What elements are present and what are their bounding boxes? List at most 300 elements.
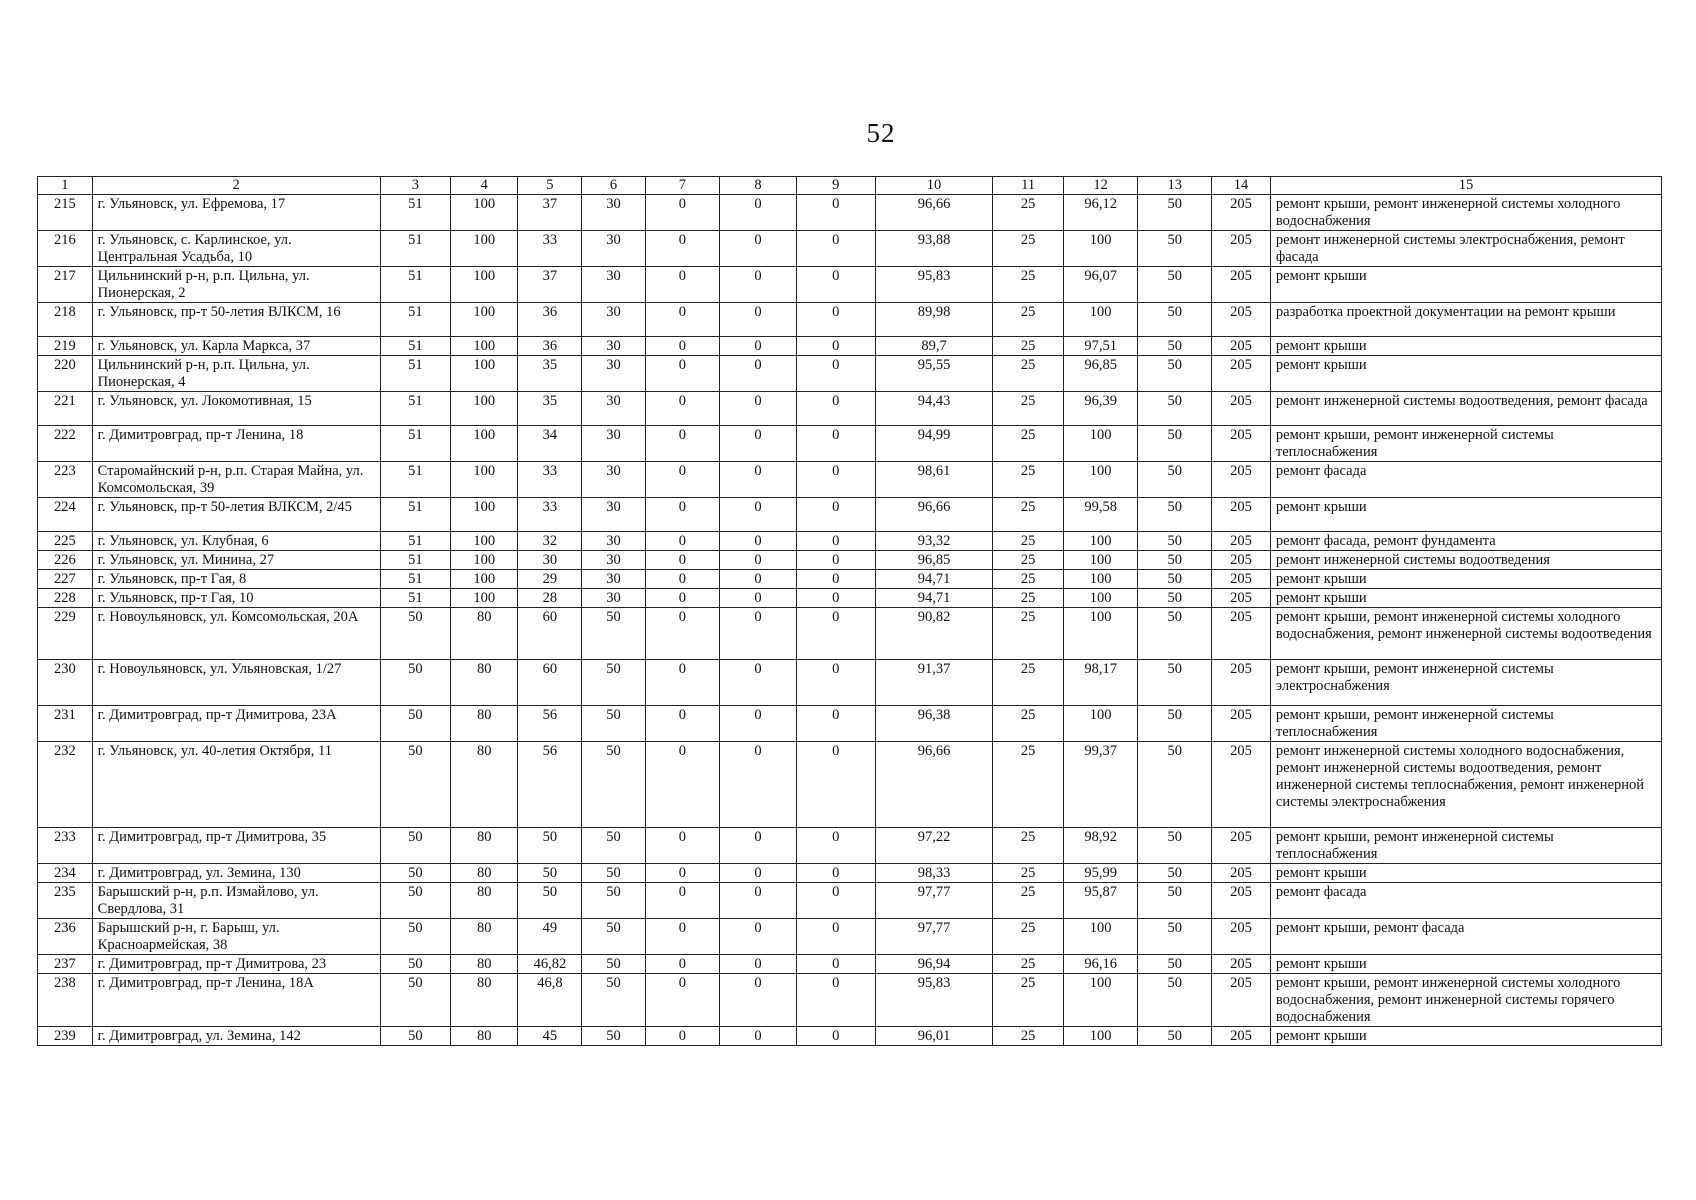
address: г. Димитровград, пр-т Ленина, 18А (92, 974, 380, 1027)
planned-works: ремонт крыши (1270, 570, 1661, 589)
col-12-value: 100 (1063, 706, 1138, 742)
col-14-value: 205 (1212, 498, 1271, 532)
col-7-value: 0 (645, 267, 720, 303)
col-4-value: 80 (451, 742, 518, 828)
col-7-value: 0 (645, 706, 720, 742)
col-9-value: 0 (796, 392, 875, 426)
col-6-value: 50 (582, 706, 645, 742)
col-10-value: 91,37 (875, 660, 993, 706)
col-3-value: 50 (380, 955, 450, 974)
col-9-value: 0 (796, 974, 875, 1027)
row-number: 235 (38, 883, 93, 919)
col-13-value: 50 (1138, 551, 1212, 570)
col-13-value: 50 (1138, 955, 1212, 974)
address: г. Димитровград, пр-т Димитрова, 35 (92, 828, 380, 864)
col-3-value: 50 (380, 1027, 450, 1046)
col-7-value: 0 (645, 231, 720, 267)
column-header: 2 (92, 177, 380, 195)
col-8-value: 0 (720, 706, 797, 742)
col-13-value: 50 (1138, 303, 1212, 337)
col-14-value: 205 (1212, 589, 1271, 608)
address: г. Димитровград, ул. Земина, 130 (92, 864, 380, 883)
col-10-value: 94,71 (875, 589, 993, 608)
col-9-value: 0 (796, 919, 875, 955)
col-6-value: 30 (582, 267, 645, 303)
col-11-value: 25 (993, 919, 1063, 955)
table-row (38, 551, 1662, 570)
col-14-value: 205 (1212, 1027, 1271, 1046)
col-4-value: 80 (451, 919, 518, 955)
col-5-value: 49 (518, 919, 582, 955)
col-3-value: 51 (380, 267, 450, 303)
table-row (38, 303, 1662, 337)
col-10-value: 98,33 (875, 864, 993, 883)
col-12-value: 99,58 (1063, 498, 1138, 532)
col-6-value: 50 (582, 660, 645, 706)
planned-works: ремонт крыши, ремонт инженерной системы холодного водоснабжения, ремонт инженерной системы горячего водоснабжения (1270, 974, 1661, 1027)
col-5-value: 33 (518, 498, 582, 532)
col-8-value: 0 (720, 392, 797, 426)
row-number: 234 (38, 864, 93, 883)
col-14-value: 205 (1212, 337, 1271, 356)
col-11-value: 25 (993, 608, 1063, 660)
col-11-value: 25 (993, 426, 1063, 462)
col-6-value: 30 (582, 532, 645, 551)
col-7-value: 0 (645, 883, 720, 919)
col-7-value: 0 (645, 498, 720, 532)
row-number: 218 (38, 303, 93, 337)
col-14-value: 205 (1212, 195, 1271, 231)
col-12-value: 100 (1063, 462, 1138, 498)
planned-works: ремонт инженерной системы электроснабжения, ремонт фасада (1270, 231, 1661, 267)
col-5-value: 36 (518, 303, 582, 337)
address: г. Ульяновск, ул. Клубная, 6 (92, 532, 380, 551)
col-6-value: 50 (582, 974, 645, 1027)
column-header: 12 (1063, 177, 1138, 195)
col-12-value: 97,51 (1063, 337, 1138, 356)
col-4-value: 100 (451, 337, 518, 356)
col-5-value: 37 (518, 267, 582, 303)
col-12-value: 100 (1063, 231, 1138, 267)
col-11-value: 25 (993, 660, 1063, 706)
col-4-value: 100 (451, 532, 518, 551)
col-13-value: 50 (1138, 498, 1212, 532)
col-10-value: 96,94 (875, 955, 993, 974)
col-5-value: 45 (518, 1027, 582, 1046)
col-5-value: 33 (518, 231, 582, 267)
col-14-value: 205 (1212, 303, 1271, 337)
col-13-value: 50 (1138, 919, 1212, 955)
col-3-value: 50 (380, 706, 450, 742)
row-number: 221 (38, 392, 93, 426)
row-number: 219 (38, 337, 93, 356)
col-8-value: 0 (720, 337, 797, 356)
col-11-value: 25 (993, 267, 1063, 303)
col-11-value: 25 (993, 955, 1063, 974)
col-10-value: 94,99 (875, 426, 993, 462)
planned-works: ремонт крыши, ремонт инженерной системы теплоснабжения (1270, 828, 1661, 864)
row-number: 226 (38, 551, 93, 570)
col-8-value: 0 (720, 498, 797, 532)
col-5-value: 32 (518, 532, 582, 551)
col-4-value: 80 (451, 864, 518, 883)
col-9-value: 0 (796, 532, 875, 551)
planned-works: ремонт крыши (1270, 955, 1661, 974)
col-8-value: 0 (720, 551, 797, 570)
row-number: 232 (38, 742, 93, 828)
col-10-value: 96,38 (875, 706, 993, 742)
col-12-value: 100 (1063, 551, 1138, 570)
col-7-value: 0 (645, 742, 720, 828)
row-number: 231 (38, 706, 93, 742)
planned-works: ремонт крыши, ремонт инженерной системы холодного водоснабжения (1270, 195, 1661, 231)
col-6-value: 30 (582, 337, 645, 356)
table-row (38, 608, 1662, 660)
col-7-value: 0 (645, 303, 720, 337)
col-3-value: 50 (380, 742, 450, 828)
address: г. Новоульяновск, ул. Комсомольская, 20А (92, 608, 380, 660)
col-3-value: 50 (380, 828, 450, 864)
row-number: 227 (38, 570, 93, 589)
col-3-value: 51 (380, 392, 450, 426)
col-14-value: 205 (1212, 356, 1271, 392)
col-8-value: 0 (720, 955, 797, 974)
col-9-value: 0 (796, 828, 875, 864)
col-10-value: 97,77 (875, 919, 993, 955)
col-8-value: 0 (720, 231, 797, 267)
col-13-value: 50 (1138, 706, 1212, 742)
col-12-value: 95,99 (1063, 864, 1138, 883)
col-3-value: 51 (380, 589, 450, 608)
col-13-value: 50 (1138, 532, 1212, 551)
col-8-value: 0 (720, 864, 797, 883)
col-7-value: 0 (645, 660, 720, 706)
col-12-value: 100 (1063, 532, 1138, 551)
col-8-value: 0 (720, 303, 797, 337)
col-12-value: 100 (1063, 570, 1138, 589)
column-header: 14 (1212, 177, 1271, 195)
col-12-value: 100 (1063, 589, 1138, 608)
address: Барышский р-н, г. Барыш, ул. Красноармейская, 38 (92, 919, 380, 955)
col-10-value: 96,66 (875, 498, 993, 532)
planned-works: ремонт инженерной системы водоотведения, ремонт фасада (1270, 392, 1661, 426)
planned-works: ремонт крыши (1270, 864, 1661, 883)
col-6-value: 50 (582, 742, 645, 828)
table-row (38, 337, 1662, 356)
header-row (38, 177, 1662, 195)
col-8-value: 0 (720, 267, 797, 303)
row-number: 222 (38, 426, 93, 462)
col-14-value: 205 (1212, 532, 1271, 551)
col-13-value: 50 (1138, 589, 1212, 608)
col-9-value: 0 (796, 498, 875, 532)
col-6-value: 30 (582, 589, 645, 608)
col-8-value: 0 (720, 660, 797, 706)
col-3-value: 50 (380, 919, 450, 955)
planned-works: ремонт крыши (1270, 337, 1661, 356)
col-6-value: 50 (582, 1027, 645, 1046)
planned-works: ремонт фасада, ремонт фундамента (1270, 532, 1661, 551)
col-8-value: 0 (720, 426, 797, 462)
col-9-value: 0 (796, 356, 875, 392)
col-11-value: 25 (993, 356, 1063, 392)
col-7-value: 0 (645, 570, 720, 589)
col-14-value: 205 (1212, 706, 1271, 742)
col-14-value: 205 (1212, 551, 1271, 570)
col-4-value: 80 (451, 828, 518, 864)
col-5-value: 56 (518, 706, 582, 742)
col-10-value: 97,22 (875, 828, 993, 864)
col-8-value: 0 (720, 195, 797, 231)
col-3-value: 51 (380, 570, 450, 589)
table-row (38, 589, 1662, 608)
col-4-value: 80 (451, 608, 518, 660)
table-row (38, 392, 1662, 426)
col-12-value: 95,87 (1063, 883, 1138, 919)
col-13-value: 50 (1138, 1027, 1212, 1046)
col-9-value: 0 (796, 1027, 875, 1046)
column-header: 1 (38, 177, 93, 195)
table-row (38, 742, 1662, 828)
row-number: 216 (38, 231, 93, 267)
col-9-value: 0 (796, 303, 875, 337)
col-14-value: 205 (1212, 608, 1271, 660)
col-7-value: 0 (645, 551, 720, 570)
col-8-value: 0 (720, 570, 797, 589)
col-3-value: 50 (380, 974, 450, 1027)
col-6-value: 30 (582, 570, 645, 589)
planned-works: ремонт фасада (1270, 462, 1661, 498)
col-14-value: 205 (1212, 267, 1271, 303)
column-header: 3 (380, 177, 450, 195)
col-11-value: 25 (993, 864, 1063, 883)
col-8-value: 0 (720, 356, 797, 392)
address: г. Димитровград, пр-т Димитрова, 23А (92, 706, 380, 742)
col-11-value: 25 (993, 570, 1063, 589)
table-row (38, 498, 1662, 532)
col-5-value: 29 (518, 570, 582, 589)
row-number: 230 (38, 660, 93, 706)
row-number: 217 (38, 267, 93, 303)
col-3-value: 51 (380, 551, 450, 570)
col-7-value: 0 (645, 392, 720, 426)
col-5-value: 50 (518, 883, 582, 919)
col-14-value: 205 (1212, 231, 1271, 267)
col-5-value: 34 (518, 426, 582, 462)
col-5-value: 35 (518, 356, 582, 392)
col-5-value: 30 (518, 551, 582, 570)
table-row (38, 955, 1662, 974)
col-14-value: 205 (1212, 392, 1271, 426)
table-row (38, 864, 1662, 883)
table-body (38, 195, 1662, 1046)
col-3-value: 51 (380, 462, 450, 498)
col-12-value: 96,12 (1063, 195, 1138, 231)
address: Барышский р-н, р.п. Измайлово, ул. Свердлова, 31 (92, 883, 380, 919)
col-13-value: 50 (1138, 883, 1212, 919)
table-row (38, 356, 1662, 392)
col-8-value: 0 (720, 608, 797, 660)
page-number: 52 (866, 118, 896, 148)
col-10-value: 97,77 (875, 883, 993, 919)
col-8-value: 0 (720, 919, 797, 955)
col-3-value: 50 (380, 864, 450, 883)
col-8-value: 0 (720, 974, 797, 1027)
col-13-value: 50 (1138, 426, 1212, 462)
address: г. Димитровград, пр-т Ленина, 18 (92, 426, 380, 462)
col-4-value: 100 (451, 462, 518, 498)
col-8-value: 0 (720, 462, 797, 498)
col-11-value: 25 (993, 706, 1063, 742)
col-14-value: 205 (1212, 660, 1271, 706)
col-5-value: 60 (518, 608, 582, 660)
col-7-value: 0 (645, 974, 720, 1027)
col-3-value: 51 (380, 195, 450, 231)
col-12-value: 100 (1063, 974, 1138, 1027)
col-12-value: 98,92 (1063, 828, 1138, 864)
col-7-value: 0 (645, 864, 720, 883)
planned-works: ремонт крыши (1270, 267, 1661, 303)
col-11-value: 25 (993, 974, 1063, 1027)
col-5-value: 36 (518, 337, 582, 356)
col-10-value: 94,43 (875, 392, 993, 426)
col-3-value: 51 (380, 356, 450, 392)
col-12-value: 100 (1063, 426, 1138, 462)
col-7-value: 0 (645, 426, 720, 462)
col-6-value: 50 (582, 955, 645, 974)
col-5-value: 50 (518, 864, 582, 883)
col-4-value: 100 (451, 356, 518, 392)
col-9-value: 0 (796, 589, 875, 608)
col-11-value: 25 (993, 337, 1063, 356)
col-10-value: 96,66 (875, 742, 993, 828)
col-10-value: 95,55 (875, 356, 993, 392)
planned-works: ремонт фасада (1270, 883, 1661, 919)
col-6-value: 50 (582, 828, 645, 864)
col-7-value: 0 (645, 608, 720, 660)
column-header: 4 (451, 177, 518, 195)
col-13-value: 50 (1138, 337, 1212, 356)
col-6-value: 30 (582, 426, 645, 462)
col-3-value: 51 (380, 498, 450, 532)
col-14-value: 205 (1212, 462, 1271, 498)
row-number: 220 (38, 356, 93, 392)
row-number: 224 (38, 498, 93, 532)
col-4-value: 100 (451, 303, 518, 337)
row-number: 236 (38, 919, 93, 955)
planned-works: ремонт крыши (1270, 589, 1661, 608)
col-12-value: 99,37 (1063, 742, 1138, 828)
table-row (38, 828, 1662, 864)
col-12-value: 96,07 (1063, 267, 1138, 303)
row-number: 228 (38, 589, 93, 608)
col-3-value: 50 (380, 608, 450, 660)
col-13-value: 50 (1138, 195, 1212, 231)
col-7-value: 0 (645, 195, 720, 231)
address: г. Ульяновск, пр-т Гая, 8 (92, 570, 380, 589)
row-number: 223 (38, 462, 93, 498)
col-5-value: 50 (518, 828, 582, 864)
column-header: 7 (645, 177, 720, 195)
col-3-value: 51 (380, 426, 450, 462)
col-7-value: 0 (645, 462, 720, 498)
col-5-value: 46,8 (518, 974, 582, 1027)
row-number: 239 (38, 1027, 93, 1046)
col-11-value: 25 (993, 589, 1063, 608)
table-row (38, 532, 1662, 551)
col-6-value: 30 (582, 462, 645, 498)
col-9-value: 0 (796, 955, 875, 974)
table-row (38, 426, 1662, 462)
repair-register-table (37, 176, 1662, 1046)
column-header: 10 (875, 177, 993, 195)
col-10-value: 95,83 (875, 974, 993, 1027)
col-4-value: 100 (451, 551, 518, 570)
row-number: 229 (38, 608, 93, 660)
address: г. Ульяновск, ул. 40-летия Октября, 11 (92, 742, 380, 828)
col-7-value: 0 (645, 1027, 720, 1046)
col-8-value: 0 (720, 883, 797, 919)
col-3-value: 51 (380, 337, 450, 356)
col-13-value: 50 (1138, 570, 1212, 589)
col-14-value: 205 (1212, 883, 1271, 919)
col-9-value: 0 (796, 195, 875, 231)
col-13-value: 50 (1138, 864, 1212, 883)
col-8-value: 0 (720, 589, 797, 608)
column-header: 6 (582, 177, 645, 195)
address: г. Димитровград, пр-т Димитрова, 23 (92, 955, 380, 974)
table-row (38, 919, 1662, 955)
address: Цильнинский р-н, р.п. Цильна, ул. Пионерская, 2 (92, 267, 380, 303)
col-4-value: 80 (451, 955, 518, 974)
col-13-value: 50 (1138, 462, 1212, 498)
col-7-value: 0 (645, 337, 720, 356)
col-9-value: 0 (796, 337, 875, 356)
address: г. Димитровград, ул. Земина, 142 (92, 1027, 380, 1046)
col-6-value: 30 (582, 392, 645, 426)
planned-works: ремонт крыши, ремонт инженерной системы холодного водоснабжения, ремонт инженерной системы водоотведения (1270, 608, 1661, 660)
column-header: 11 (993, 177, 1063, 195)
row-number: 237 (38, 955, 93, 974)
address: Старомайнский р-н, р.п. Старая Майна, ул. Комсомольская, 39 (92, 462, 380, 498)
col-6-value: 30 (582, 303, 645, 337)
col-4-value: 100 (451, 589, 518, 608)
col-4-value: 80 (451, 660, 518, 706)
column-header: 8 (720, 177, 797, 195)
table-row (38, 231, 1662, 267)
col-9-value: 0 (796, 660, 875, 706)
table-row (38, 462, 1662, 498)
planned-works: ремонт крыши (1270, 498, 1661, 532)
col-6-value: 30 (582, 195, 645, 231)
col-13-value: 50 (1138, 608, 1212, 660)
col-13-value: 50 (1138, 392, 1212, 426)
col-9-value: 0 (796, 570, 875, 589)
col-12-value: 96,16 (1063, 955, 1138, 974)
planned-works: ремонт крыши (1270, 356, 1661, 392)
planned-works: ремонт крыши, ремонт инженерной системы теплоснабжения (1270, 426, 1661, 462)
row-number: 238 (38, 974, 93, 1027)
col-4-value: 100 (451, 392, 518, 426)
col-7-value: 0 (645, 356, 720, 392)
col-12-value: 100 (1063, 919, 1138, 955)
col-10-value: 94,71 (875, 570, 993, 589)
col-13-value: 50 (1138, 356, 1212, 392)
col-4-value: 100 (451, 426, 518, 462)
col-14-value: 205 (1212, 919, 1271, 955)
col-5-value: 56 (518, 742, 582, 828)
table-row (38, 570, 1662, 589)
